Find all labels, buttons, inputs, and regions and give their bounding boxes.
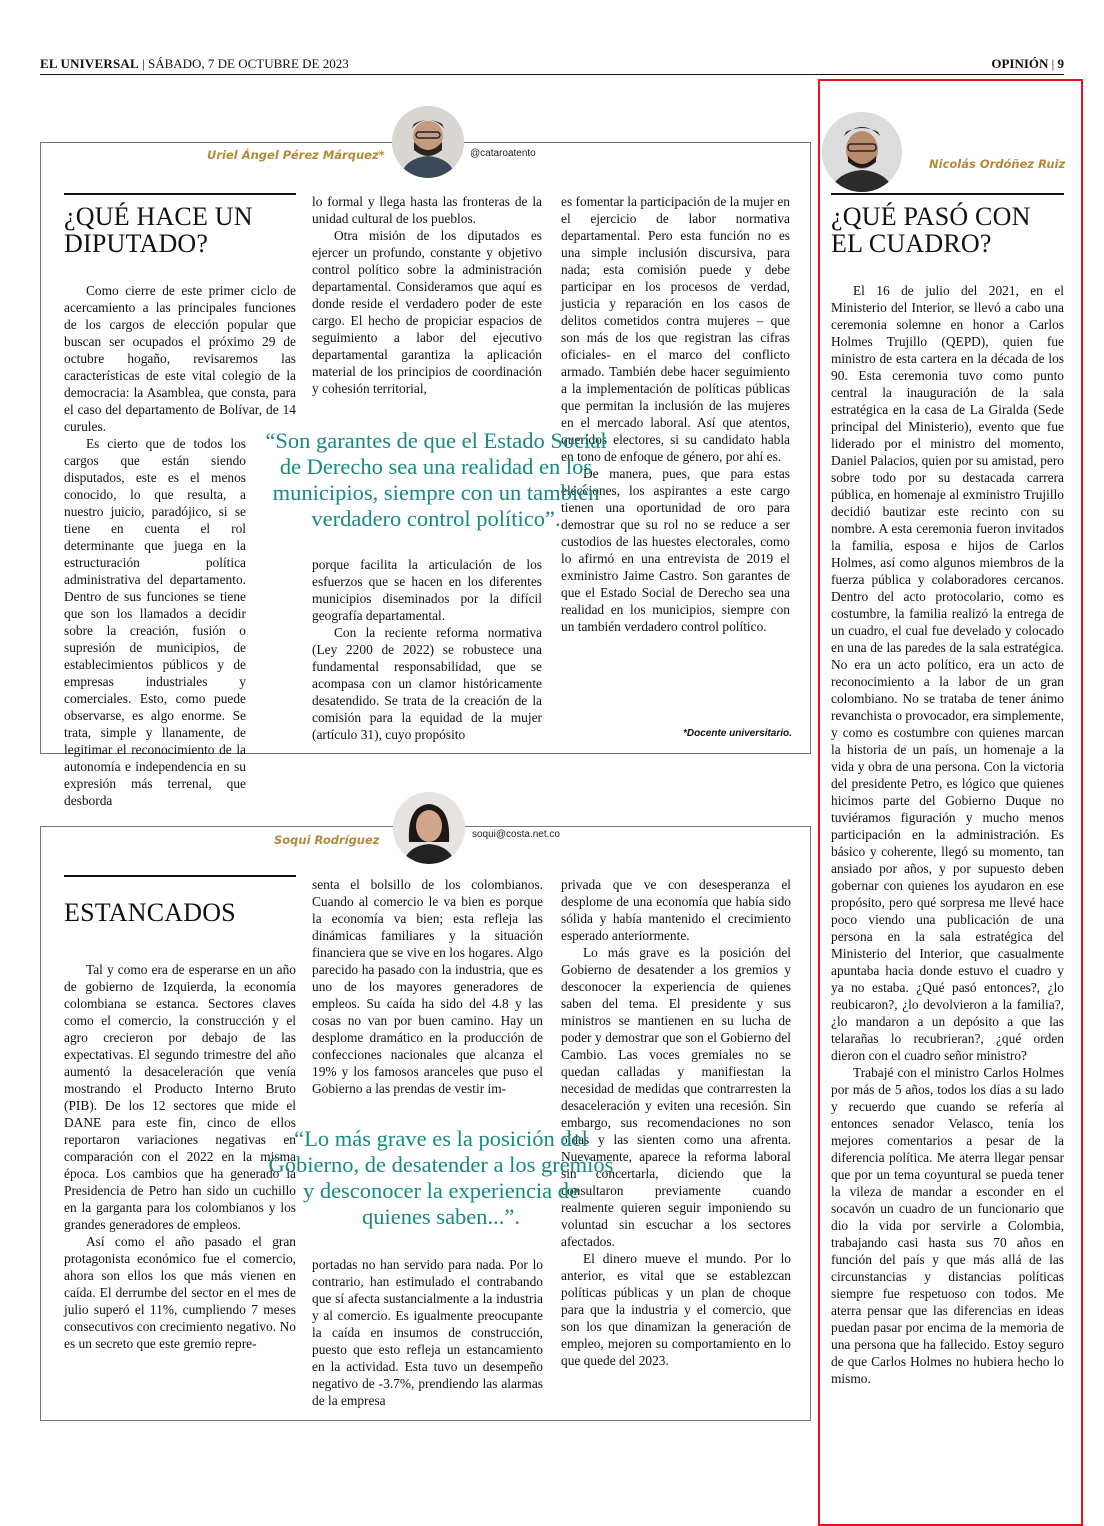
page-number: 9 <box>1057 56 1064 71</box>
paragraph: Así como el año pasado el gran protagonista económico fue el comercio, ahora son ellos los que más vienen en caída. El derrumbe del sector en el mes de julio superó el 11%, cumpliendo 7 meses consecutivos con crecimiento negativo. No es un secreto que este gremio repre- <box>64 1234 296 1351</box>
article-headline: ¿QUÉ HACE UN DIPUTADO? <box>64 193 296 257</box>
author-byline: Nicolás Ordóñez Ruiz <box>929 157 1066 171</box>
paper-name: EL UNIVERSAL <box>40 56 139 71</box>
issue-date: SÁBADO, 7 DE OCTUBRE DE 2023 <box>147 56 349 71</box>
paragraph: De manera, pues, que para estas elecciones, los aspirantes a este cargo tienen una oportunidad de oro para demostrar que su rol no se reduce a ser custodios de las huestes electorales, como lo afirmó en una entrevista de 2019 el exministro Jaime Castro. Son garantes de que el Estado Social de Derecho sea una realidad en los municipios, siempre con un también verdadero control político. <box>561 466 790 634</box>
paragraph: El 16 de julio del 2021, en el Ministerio del Interior, se llevó a cabo una ceremonia solemne en honor a Carlos Holmes Trujillo (QEPD), quien fue ministro de esta cartera en la década de los 90. Esta ceremonia tuvo como punto central la inauguración de la sala estratégica en la casa de La Giralda (Sede principal del Ministerio), evento que fue liderado por el ministro del momento, Daniel Palacios, quien por su amistad, pero sobre todo por su destacada carrera pública, en homenaje al exministro Trujillo decidió bautizar este recinto con su nombre. A esta ceremonia fueron invitados la familia, esposa e hijos de Carlos Holmes, así como algunos miembros de la fuerza pública y colaboradores cercanos. Dentro del acto protocolario, como es costumbre, la familia realizó la entrega de un cuadro, el cual fue develado y colocado en una de las paredes de la sala estratégica. No era un acto político, era un acto de reconocimiento a la labor de un gran colombiano. No se trataba de tener ánimo revanchista o provocador, era simplemente, y como es costumbre con quienes marcan la historia de un país, un homenaje a la vida y obra de una persona. Con la victoria del presidente Petro, es lógico que quienes hicimos parte del Gobierno Duque no tuviéramos figuración y mucho menos participación en la administración. Es básico y coherente, llegó su momento, tan ansiado por años, y por supuesto deben gobernar con quienes los ayudaron en ese propósito, pero qué sorpresa me llevé hace poco viendo una publicación de una persona en la sala estratégica del Ministerio del Interior, que casualmente apuntaba hacia donde estuvo el cuadro y ya no estaba. ¿Qué pasó entonces?, ¿lo reubicaron?, ¿lo devolvieron a la familia?, ¿lo mandaron a un depósito a que las telarañas lo recubrieran?, ¿qué orden dieron con el cuadro señor ministro? <box>831 283 1064 1063</box>
article-column-3 <box>561 193 790 635</box>
article-column-2b <box>312 1256 543 1409</box>
author-byline: Uriel Ángel Pérez Márquez* <box>207 148 385 162</box>
paragraph: Trabajé con el ministro Carlos Holmes por más de 5 años, todos los días a su lado y recuerdo que cuando se refería al entonces senador Velasco, tenía los mejores comentarios a pesar de la diferencia política. Me aterra llegar pensar que por un tema coyuntural se pueda tener la vileza de mandar a esconder en el socavón un cuadro de un funcionario que dio la vida por servirle a Colombia, trabajando casi hasta sus 70 años en función del país y que más allá de las circunstancias y distancias políticas siempre fue respetuoso con todos. Me aterra pensar que las diferencias en ideas puedan pasar por encima de la memoria de una persona que ha fallecido. Estoy seguro de que Carlos Holmes no hubiera hecho lo mismo. <box>831 1065 1064 1386</box>
author-byline: Soqui Rodríguez <box>274 833 380 847</box>
paragraph: privada que ve con desesperanza el desplome de una economía que había sido sólida y había mantenido el crecimiento esperado anteriormente. <box>561 877 791 943</box>
pull-quote: “Lo más grave es la posición del Gobierno, de desatender a los gremios y desconocer la experiencia de quienes saben...”. <box>268 1126 614 1229</box>
paragraph: porque facilita la articulación de los esfuerzos que se hacen en los diferentes municipios diseminados por la difícil geografía departamental. <box>312 557 542 623</box>
article-column <box>831 282 1064 1387</box>
paragraph: Es cierto que de todos los cargos que están siendo disputados, este es el menos conocido, lo que resulta, a nuestro juicio, paradójico, si se tiene en cuenta el rol determinante que juega en la estructuración política administrativa del departamento. Dentro de sus funciones se tiene que son los llamados a decidir sobre la creación, fusión o supresión de municipios, de establecimientos públicos y de empresas industriales y comerciales. Esto, como puede observarse, es algo enorme. Se trata, simple y llanamente, de legitimar el reconocimiento de la autonomía e independencia en su expresión más terrenal, que desborda <box>64 436 246 808</box>
section-name: OPINIÓN <box>991 56 1049 71</box>
paragraph: Como cierre de este primer ciclo de acercamiento a las principales funciones de los cargos de elección popular que buscan ser ocupados el próximo 29 de octubre hogaño, revisaremos las características de este vital colegio de la democracia: la Asamblea, que consta, para el caso del departamento de Bolívar, de 14 curules. <box>64 283 296 434</box>
author-photo <box>822 112 902 192</box>
article-column-1 <box>64 961 296 1352</box>
author-footnote: *Docente universitario. <box>683 728 792 739</box>
author-handle: soqui@costa.net.co <box>472 829 560 840</box>
paragraph: senta el bolsillo de los colombianos. Cuando al comercio le va bien es porque la economía va bien; esta refleja las dinámicas familiares y la situación financiera que se vive en los hogares. Algo parecido ha pasado con la industria, que es uno de los mayores generadores de empleos. Su caída ha sido del 4.8 y las cosas no van por buen camino. Hay un desplome dramático en la producción de confecciones nacionales que alcanza el 19% y los famosos aranceles que puso el Gobierno a las prendas de vestir im- <box>312 877 543 1096</box>
paragraph: Lo más grave es la posición del Gobierno de desatender a los gremios y desconocer la experiencia de quienes saben del tema. El presidente y sus ministros se mantienen en su lucha de poder y demostrar que son el Gobierno del Cambio. Las voces gremiales no se quedan calladas y manifiestan la necesidad de medidas que contrarresten la desaceleración y eviten una recesión. Sin embargo, sus recomendaciones no son oídas y las sienten como una afrenta. Nuevamente, aparece la reforma laboral sin concertarla, diciendo que la consultaron previamente cuando realmente quieren seguir imponiendo su voluntad sin escuchar a los sectores afectados. <box>561 945 791 1249</box>
article-column-3 <box>561 876 791 1369</box>
page-header <box>40 50 1064 75</box>
article-column-2 <box>312 193 542 397</box>
author-handle: @cataroatento <box>470 148 536 159</box>
section-label: OPINIÓN | 9 <box>991 56 1064 71</box>
paragraph: es fomentar la participación de la mujer en el ejercicio de labor normativa departamental. Pero esta función no es una simple inclusión discursiva, para nada; esta comisión puede y debe participar en los procesos de verdad, justicia y reparación en los casos de delitos cometidos contra mujeres – que son más de los que registran las cifras oficiales- en el marco del conflicto armado. También debe hacer seguimiento a la implementación de políticas públicas que permitan la inclusión de las mujeres en el mercado laboral. Así que atentos, queridos electores, si su candidato habla en tono de enfoque de género, por ahí es. <box>561 194 790 464</box>
author-photo <box>392 106 464 178</box>
pull-quote: “Son garantes de que el Estado Social de Derecho sea una realidad en los municipios, siempre con un también verdadero control político”. <box>265 428 607 531</box>
paragraph: lo formal y llega hasta las fronteras de la unidad cultural de los pueblos. <box>312 194 542 226</box>
paragraph: Otra misión de los diputados es ejercer un profundo, constante y objetivo control político sobre la administración departamental. Consideramos que aquí es donde reside el verdadero poder de este cargo. El hecho de propiciar espacios de seguimiento a labor del ejecutivo departamental garantiza la aplicación material de los principios de coordinación y cohesión territorial, <box>312 228 542 396</box>
article-headline: ¿QUÉ PASÓ CON EL CUADRO? <box>831 193 1064 257</box>
paragraph: portadas no han servido para nada. Por lo contrario, han estimulado el contrabando que sí afecta sustancialmente a la industria y al comercio. Es igualmente preocupante la caída en insumos de construcción, puesto que esto refleja un estancamiento en la actividad. Esta tuvo un desempeño negativo de -3.7%, prendiendo las alarmas de la empresa <box>312 1257 543 1408</box>
masthead: EL UNIVERSAL | SÁBADO, 7 DE OCTUBRE DE 2023 <box>40 56 349 71</box>
article-column-1 <box>64 282 296 809</box>
article-headline: ESTANCADOS <box>64 875 296 926</box>
paragraph: Tal y como era de esperarse en un año de gobierno de Izquierda, la economía colombiana se estanca. Sectores claves como el comercio, la construcción y el agro crecieron por debajo de las expectativas. El segundo trimestre del año aumentó la desaceleración que venía mostrando el Producto Interno Bruto (PIB). De los 12 sectores que mide el DANE para este fin, cinco de ellos reportaron variaciones negativas en comparación con el 2022 en la misma época. Los cambios que ha generado la Presidencia de Petro han sido un cuchillo en la garganta para los colombianos y los grandes generadores de empleos. <box>64 962 296 1232</box>
author-photo <box>393 792 465 864</box>
article-column-2 <box>312 876 543 1097</box>
article-column-2b <box>312 556 542 743</box>
paragraph: Con la reciente reforma normativa (Ley 2200 de 2022) se robustece una fundamental responsabilidad, que se acompasa con un clamor históricamente desatendido. Se trata de la creación de la comisión para la equidad de la mujer (artículo 31), cuyo propósito <box>312 625 542 742</box>
paragraph: El dinero mueve el mundo. Por lo anterior, es vital que se establezcan políticas públicas y un plan de choque para que la industria y el comercio, que son los que dinamizan la generación de empleo, mejoren su comportamiento en lo que quede del 2023. <box>561 1251 791 1368</box>
